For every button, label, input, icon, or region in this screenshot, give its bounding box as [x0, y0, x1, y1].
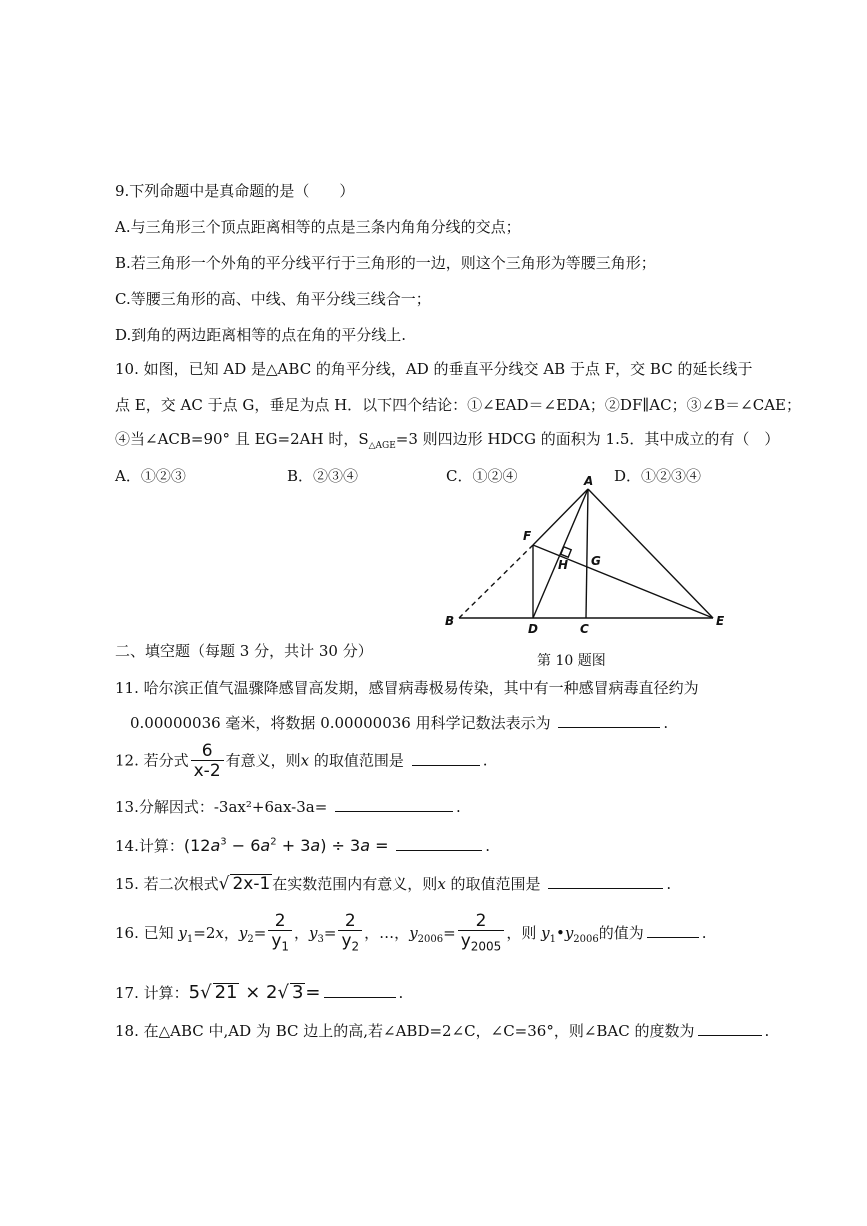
- q16-then: ，则: [506, 924, 542, 943]
- q16-pre: 16. 已知: [115, 924, 179, 943]
- q10-line-2: 点 E，交 AC 于点 G，垂足为点 H．以下四个结论：①∠EAD＝∠EDA；②DF∥AC；③∠B＝∠CAE；: [115, 396, 802, 414]
- q16-prod-y2006-sub: 2006: [573, 934, 599, 946]
- q15-var: x: [437, 875, 446, 893]
- q10-option-d: D．①②③④: [614, 467, 702, 485]
- q10-line-3: [115, 428, 779, 451]
- q12-pre: 12. 若分式: [115, 751, 189, 770]
- q17-expression: 5√ 21 × 2√ 3 =: [188, 982, 321, 1003]
- q16-ellipsis: ，…，: [364, 924, 410, 943]
- q16-f1-den-sub: 1: [281, 939, 290, 954]
- q10-option-c: C．①②④: [446, 467, 518, 485]
- q14-exp-2: 2: [270, 836, 277, 848]
- q12-line: [115, 742, 487, 781]
- q14-line: [115, 835, 490, 856]
- q14-end: .: [485, 837, 491, 855]
- q14-exp-3: 3: [220, 836, 227, 848]
- segment-ae: [588, 489, 713, 618]
- segment-ac: [586, 489, 588, 618]
- q16-f1-den: [268, 931, 292, 956]
- q10-option-a: A．①②③: [115, 467, 186, 485]
- q15-pre: 15. 若二次根式: [115, 875, 219, 893]
- q13-answer-blank[interactable]: [335, 797, 453, 812]
- q16-eq1: =2: [193, 924, 216, 943]
- q17-answer-blank[interactable]: [324, 983, 396, 998]
- q11-end: .: [663, 714, 669, 732]
- q15-post: 的取值范围是: [445, 875, 541, 893]
- q17-line: [115, 982, 403, 1003]
- q14-minus-6: − 6: [226, 836, 261, 855]
- q16-f2-num: 2: [338, 912, 362, 931]
- q18-answer-blank[interactable]: [698, 1021, 762, 1036]
- q13-text: 13.分解因式：-3ax²+6ax-3a=: [115, 798, 328, 816]
- q18-text: 18. 在△ABC 中,AD 为 BC 边上的高,若∠ABD=2∠C，∠C=36°，则∠BAC 的度数为: [115, 1022, 695, 1040]
- q16-prod-y1-sub: 1: [549, 934, 556, 946]
- q14-equals: =: [370, 836, 389, 855]
- label-c: C: [580, 622, 589, 636]
- q12-answer-blank[interactable]: [412, 751, 480, 766]
- q9-stem: 9.下列命题中是真命题的是（ ）: [115, 182, 355, 200]
- q16-y2: y: [238, 924, 248, 943]
- q9-option-b: B.若三角形一个外角的平分线平行于三角形的一边，则这个三角形为等腰三角形；: [115, 254, 656, 272]
- q16-f2-den-sub: 2: [351, 939, 360, 954]
- q12-fraction: [191, 742, 224, 781]
- q16-fraction-3: [458, 912, 505, 956]
- section-heading: 二、填空题（每题 3 分，共计 30 分）: [115, 642, 373, 660]
- label-a: A: [584, 474, 594, 488]
- q16-end: .: [701, 924, 707, 943]
- q12-numerator: 6: [191, 742, 224, 761]
- q16-y3-sub: 3: [317, 934, 324, 946]
- segment-fa: [533, 489, 588, 545]
- q16-prod-y1: y: [541, 924, 550, 943]
- q16-y2-sub: 2: [247, 934, 254, 946]
- q16-f3-den-y: y: [460, 931, 471, 951]
- q17-end: .: [398, 984, 404, 1002]
- q15-radical: √ 2x-1: [218, 874, 271, 894]
- q17-pre: 17. 计算：: [115, 984, 189, 1002]
- q14-var-a3: a: [310, 836, 321, 855]
- q17-coef-1: 5: [188, 982, 201, 1003]
- q11-line-2: [130, 712, 668, 733]
- q16-f1-den-y: y: [271, 931, 282, 951]
- q9-option-a: A.与三角形三个顶点距离相等的点是三条内角角分线的交点；: [115, 218, 521, 236]
- q18-end: .: [764, 1022, 770, 1040]
- q11-text: 0.00000036 毫米，将数据 0.00000036 用科学记数法表示为: [130, 714, 551, 732]
- q12-var: x: [300, 751, 310, 770]
- q9-option-c: C.等腰三角形的高、中线、角平分线三线合一；: [115, 290, 431, 308]
- figure-caption: 第 10 题图: [537, 653, 606, 669]
- label-f: F: [523, 529, 532, 543]
- q16-y2006: y: [409, 924, 418, 943]
- q16-f3-den: [458, 931, 505, 956]
- q14-var-a2: a: [260, 836, 271, 855]
- q9-option-d: D.到角的两边距离相等的点在角的平分线上.: [115, 326, 407, 344]
- q16-answer-blank[interactable]: [647, 923, 699, 938]
- q14-answer-blank[interactable]: [396, 836, 482, 851]
- q13-end: .: [456, 798, 461, 816]
- q13-line: [115, 796, 461, 817]
- q14-expr-open: (12: [183, 836, 211, 855]
- label-h: H: [558, 558, 569, 572]
- q11-answer-blank[interactable]: [558, 713, 660, 728]
- q12-denominator: x-2: [193, 761, 221, 781]
- q16-y3: y: [309, 924, 318, 943]
- q15-end: .: [666, 875, 672, 893]
- q14-expression: [184, 836, 389, 855]
- q14-var-a1: a: [210, 836, 221, 855]
- q16-y1-sub: 1: [186, 934, 194, 946]
- q16-f1-num: 2: [268, 912, 292, 931]
- q16-f2-den-y: y: [341, 931, 352, 951]
- q17-radicand-2: 3: [291, 982, 304, 1003]
- q15-mid: 在实数范围内有意义，则: [272, 875, 438, 893]
- q14-plus-3: + 3: [276, 836, 311, 855]
- segment-fe: [533, 545, 713, 618]
- q16-f3-den-sub: 2005: [470, 939, 502, 954]
- q14-var-a4: a: [360, 836, 370, 855]
- q16-comma1: ，: [223, 924, 239, 943]
- q17-radicand-1: 21: [214, 982, 238, 1003]
- q16-post: 的值为: [598, 924, 644, 943]
- q16-x: x: [215, 924, 224, 943]
- segment-bf-dashed: [459, 545, 533, 618]
- q15-radicand: 2x-1: [232, 874, 271, 894]
- q12-post: 的取值范围是: [309, 751, 404, 770]
- q10-geometry-figure: [440, 470, 740, 640]
- q10-area-subscript: △AGE: [368, 441, 396, 451]
- q16-dot: •: [555, 924, 565, 943]
- q14-pre: 14.计算：: [115, 837, 184, 855]
- q14-divide: ) ÷ 3: [320, 836, 361, 855]
- q12-mid: 有意义，则: [225, 751, 301, 770]
- label-d: D: [528, 622, 538, 636]
- q16-comma2: ，: [294, 924, 310, 943]
- q12-end: .: [482, 751, 488, 770]
- q16-fraction-1: [268, 912, 292, 956]
- q15-answer-blank[interactable]: [548, 874, 663, 889]
- q10-option-b: B．②③④: [287, 467, 359, 485]
- q15-line: [115, 873, 671, 894]
- q10-line-3-post: =3 则四边形 HDCG 的面积为 1.5．其中成立的有（ ）: [395, 430, 780, 448]
- q18-line: [115, 1020, 769, 1041]
- q11-line-1: 11. 哈尔滨正值气温骤降感冒高发期，感冒病毒极易传染，其中有一种感冒病毒直径约为: [115, 679, 699, 697]
- label-e: E: [716, 614, 725, 628]
- q16-y2006-sub: 2006: [417, 934, 444, 946]
- q10-line-3-pre: ④当∠ACB=90° 且 EG=2AH 时，S: [115, 430, 369, 448]
- q10-line-1: 10. 如图，已知 AD 是△ABC 的角平分线，AD 的垂直平分线交 AB 于点 F，交 BC 的延长线于: [115, 360, 753, 378]
- q16-f2-den: [338, 931, 362, 956]
- label-b: B: [445, 614, 455, 628]
- q17-coef-2: 2: [266, 982, 278, 1003]
- label-g: G: [591, 554, 601, 568]
- q16-y1: y: [178, 924, 187, 943]
- q17-times: ×: [245, 982, 261, 1003]
- q16-f3-num: 2: [458, 912, 505, 931]
- q16-fraction-2: [338, 912, 362, 956]
- q17-equals: =: [305, 982, 321, 1003]
- q16-prod-y2006: y: [564, 924, 574, 943]
- q16-line: 16. 已知 $y_1=2x$，$y_2=$ $\frac{2}{y_1}$ ，$y_3=$ $\frac{2}{y_2}$ ，…，$y_{2006}=$ $\frac{2}{y_{2005}}$ ，则 $y_1•y_{2006}$的值为 .: [115, 912, 707, 956]
